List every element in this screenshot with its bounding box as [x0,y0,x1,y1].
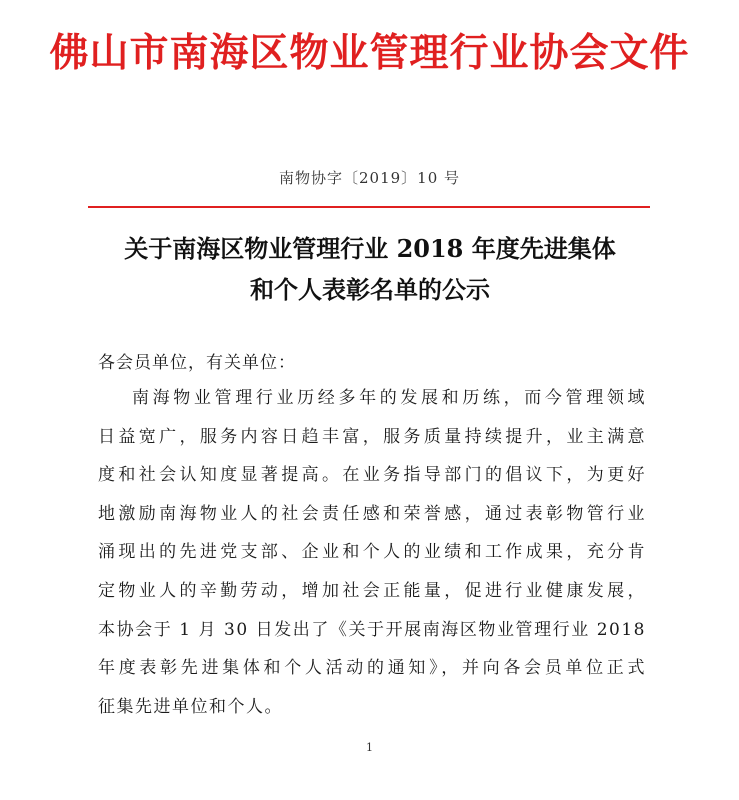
body-line: 本协会于 1 月 30 日发出了《关于开展南海区物业管理行业 2018 [98,619,646,640]
document-number: 南物协字〔2019〕10 号 [278,169,461,187]
salutation: 各会员单位，有关单位： [98,353,296,373]
body-line: 日益宽广，服务内容日趋丰富，服务质量持续提升，业主满意 [98,426,646,447]
page-number: 1 [366,741,373,754]
document-title-line-2: 和个人表彰名单的公示 [250,275,490,304]
document-title [80,228,660,310]
body-line: 地激励南海物业人的社会责任感和荣誉感，通过表彰物管行业 [98,503,646,524]
body-line: 涌现出的先进党支部、企业和个人的业绩和工作成果，充分肯 [98,542,646,563]
org-header-title: 佛山市南海区物业管理行业协会文件 [49,30,690,76]
body-paragraph [98,379,646,726]
document-title-line-1: 关于南海区物业管理行业 2018 年度先进集体 [124,234,616,263]
body-line: 定物业人的辛勤劳动，增加社会正能量，促进行业健康发展， [98,580,646,601]
red-divider-line [88,206,650,208]
body-line: 年度表彰先进集体和个人活动的通知》，并向各会员单位正式 [98,658,646,679]
body-line: 征集先进单位和个人。 [98,696,283,717]
body-line: 南海物业管理行业历经多年的发展和历练，而今管理领域 [132,388,646,408]
body-line: 度和社会认知度显著提高。在业务指导部门的倡议下，为更好 [98,465,646,486]
